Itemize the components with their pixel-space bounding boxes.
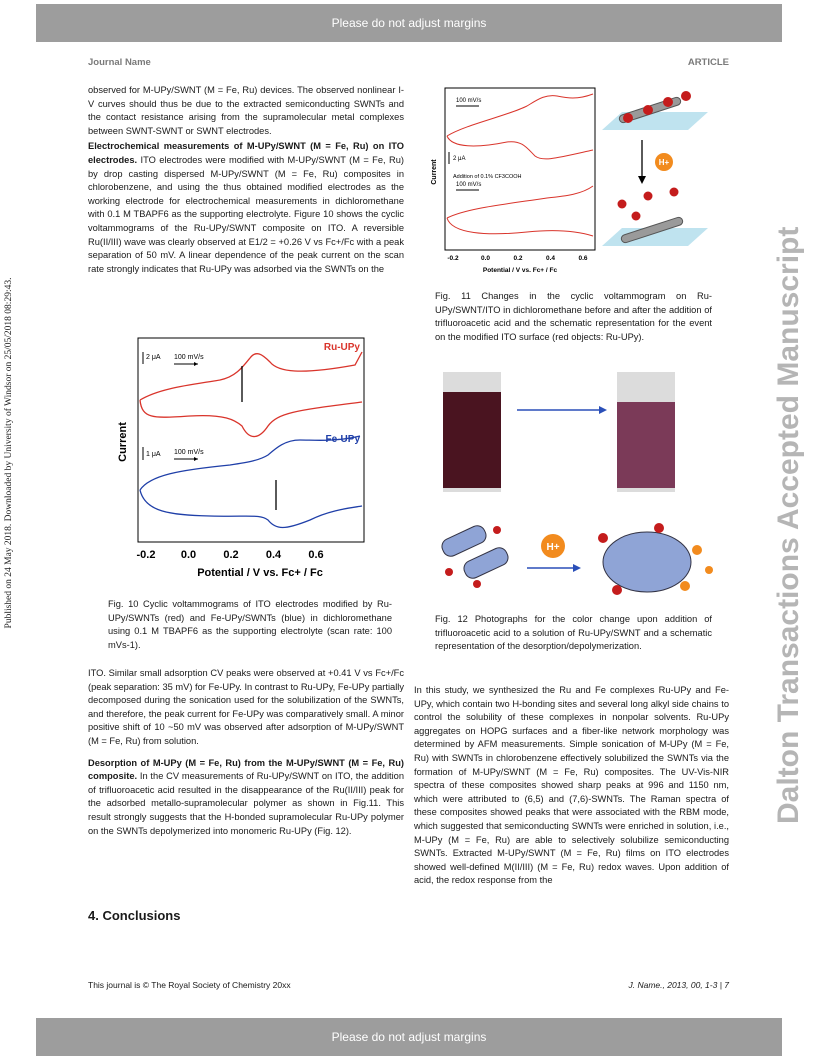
x-tick-label: 0.0	[480, 255, 491, 262]
x-tick-label: 0.4	[265, 549, 282, 561]
x-tick-label: -0.2	[447, 255, 459, 262]
publication-note	[4, 268, 14, 638]
figure-11-plot	[427, 86, 597, 276]
bottom-banner-text: Please do not adjust margins	[331, 1030, 487, 1044]
fe-rate-label: 100 mV/s	[174, 449, 204, 456]
ru-ball	[598, 533, 608, 543]
fig11-after-curve	[447, 186, 593, 236]
fig11-rate-top: 100 mV/s	[456, 98, 482, 104]
ru-ball	[644, 192, 653, 201]
paragraph-4-body: In the CV measurements of Ru-UPy/SWNT on ITO, the addition of trifluoroacetic acid resulted in the disappearance of the Ru(II/III) peak for the adsorbed metallo-supramolecular polymer as shown in Fig.11. This result strongly suggests that the H-bonded supramolecular Ru-UPy polymer on the SWNTs depolymerized into monomeric Ru-UPy (Fig. 12).	[88, 771, 404, 836]
ru-ball	[493, 526, 501, 534]
ru-rate-label: 100 mV/s	[174, 354, 204, 361]
paragraph-2-body: ITO electrodes were modified with M-UPy/SWNT (M = Fe, Ru) by drop casting dispersed M-UPy/SWNT (M = Fe, Ru) composites in chlorobenzene, and using the thus obtained modified electrodes as the working electrode for electrochemical measurements in dichloromethane with 0.1 M TBAPF6 as the supporting electrolyte. Figure 10 shows the cyclic voltammograms of the Ru-UPy/SWNT composite on ITO. A reversible Ru(II/III) wave was clearly observed at E1/2 = +0.26 V vs Fc+/Fc with a peak separation of 50 mV. A linear dependence of the peak current on the scan rate strongly indicates that Ru-UPy was adsorbed via the SWNTs on the	[88, 154, 404, 274]
fig12-h-plus-label: H+	[546, 542, 560, 553]
citation-footer: J. Name., 2013, 00, 1-3 | 7	[628, 980, 729, 990]
paragraph-2	[88, 140, 404, 276]
h-plus-ball	[680, 581, 690, 591]
ru-ball	[623, 113, 633, 123]
fig11-x-ticks	[447, 255, 587, 262]
paragraph-1: observed for M-UPy/SWNT (M = Fe, Ru) devices. The observed nonlinear I-V curves should thus be due to the extracted semiconducting SWNTs and the contact resistance arising from the supramolecular metal complexes between SWNT-SWNT or SWNT electrodes.	[88, 85, 404, 136]
fe-scale-label: 1 μA	[146, 451, 161, 458]
ru-ball	[473, 580, 481, 588]
process-arrow-head	[638, 176, 646, 184]
watermark-text: Dalton Transactions Accepted Manuscript	[772, 226, 805, 824]
fig11-scale-label: 2 μA	[453, 156, 466, 162]
fig11-y-label: Current	[431, 159, 438, 185]
conclusions-paragraph: In this study, we synthesized the Ru and Fe complexes Ru-UPy and Fe-UPy, which contain two H-bonding sites and several long alkyl side chains to control the solubility of these complexes in nonpolar solvents. Ru-UPy aggregates on HOPG surfaces and a fiber-like network morphology was determined by AFM measurements. Simple sonication of M-UPy (M = Fe, Ru) with SWNTs in chlorobenzene effectively solubilized the SWNTs via the formation of M-UPy/SWNT (M = Fe, Ru) composites. The UV-Vis-NIR spectra of these composites showed sharp peaks at 996 and 1150 nm, which were attributed to (6,5) and (7,6)-SWNTs. The Raman spectra of these composites showed peaks that were associated with the RBM mode, which suggested that semiconducting SWNTs were enriched in solution, i.e., M-UPy (M = Fe, Ru) are able to selectively solubilize semiconducting SWNTs. Extracted M-UPy/SWNT (M = Fe, Ru) films on ITO electrodes showed well-defined M(II/III) (M = Fe, Ru) redox waves. Upon addition of acid, the redox response from the	[414, 685, 729, 886]
ru-ball	[612, 585, 622, 595]
ru-ball	[654, 523, 664, 533]
h-plus-ball	[705, 566, 713, 574]
ru-scale-label: 2 μA	[146, 354, 161, 361]
paragraph-3: ITO. Similar small adsorption CV peaks were observed at +0.41 V vs Fc+/Fc (peak separation: 35 mV) for Fe-UPy. In contrast to Ru-UPy, Fe-UPy partially decomposed during the sonication used for the solubilization of the SWNTs, and therefore, the peak current for Fe-UPy was comparatively small. A minor positive shift of 10 ~50 mV was observed after adsorption of M-UPy/SWNT (M = Fe, Ru) from solution.	[88, 668, 404, 746]
paragraph-4-heading: Desorption of M-UPy (M = Fe, Ru) from the M-UPy/SWNT (M = Fe, Ru) composite.	[88, 757, 404, 782]
top-margin-banner	[36, 4, 782, 42]
ru-arrow-head	[194, 362, 198, 366]
vial-1-solution	[443, 392, 501, 488]
journal-name: Journal Name	[88, 57, 151, 68]
publication-note-text: Published on 24 May 2018. Downloaded by University of Windsor on 25/05/2018 08:29:43.	[4, 277, 14, 629]
fig10-y-label: Current	[117, 422, 129, 462]
figure-12-graphic	[427, 372, 719, 604]
ru-ball	[632, 212, 641, 221]
ru-ball	[643, 105, 653, 115]
x-tick-label: 0.2	[513, 255, 523, 262]
fig11-frame	[445, 88, 595, 250]
conclusions-heading: 4. Conclusions	[88, 908, 181, 923]
ru-upy-curve	[140, 352, 362, 437]
accepted-watermark	[764, 226, 814, 832]
x-tick-label: 0.4	[545, 255, 556, 262]
ru-ball	[670, 188, 679, 197]
x-tick-label: 0.6	[308, 549, 324, 561]
right-column-text	[414, 684, 729, 888]
fe-upy-legend: Fe-UPy	[325, 434, 360, 445]
swnt-aggregate	[603, 532, 691, 592]
ru-ball	[445, 568, 453, 576]
fig11-acid-label: Addition of 0.1% CF3COOH	[453, 174, 522, 180]
article-type: ARTICLE	[687, 57, 729, 68]
fig11-caption: Fig. 11 Changes in the cyclic voltammogram on Ru-UPy/SWNT/ITO in dichloromethane before and after the addition of trifluoroacetic acid and the schematic representation for the event on the modified ITO surface (red objects: Ru-UPy).	[435, 291, 712, 342]
paragraph-4	[88, 757, 404, 839]
fig12-caption: Fig. 12 Photographs for the color change upon addition of trifluoroacetic acid to a solution of Ru-UPy/SWNT and a schematic representation of the desorption/depolymerization.	[435, 614, 712, 652]
fe-arrow-head	[194, 457, 198, 461]
fig10-x-ticks	[137, 549, 324, 561]
x-tick-label: 0.2	[223, 549, 239, 561]
bottom-margin-banner	[36, 1018, 782, 1056]
vial-2-solution	[617, 402, 675, 488]
ru-ball	[663, 97, 673, 107]
ru-upy-legend: Ru-UPy	[323, 342, 360, 353]
ru-ball	[618, 200, 627, 209]
copyright-footer: This journal is © The Royal Society of Chemistry 20xx	[88, 980, 291, 990]
fig11-schematic	[600, 86, 710, 266]
paragraph-2-heading: Electrochemical measurements of M-UPy/SWNT (M = Fe, Ru) on ITO electrodes.	[88, 141, 404, 165]
fig10-x-label: Potential / V vs. Fc+ / Fc	[197, 567, 323, 579]
x-tick-label: -0.2	[136, 549, 156, 561]
ru-ball	[681, 91, 691, 101]
fig10-caption: Fig. 10 Cyclic voltammograms of ITO electrodes modified by Ru-UPy/SWNTs (red) and Fe-UPy/SWNTs (blue) in dichloromethane using 0.1 M TBAPF6 as the supporting electrolyte (scan rate: 100 mVs-1).	[108, 599, 392, 650]
left-column-bottom	[88, 667, 404, 838]
x-tick-label: 0.0	[180, 549, 197, 561]
top-banner-text: Please do not adjust margins	[331, 16, 487, 30]
h-plus-ball	[692, 545, 702, 555]
x-tick-label: 0.6	[578, 255, 588, 262]
fig11-rate-bottom: 100 mV/s	[456, 182, 482, 188]
figure-10-plot	[110, 330, 370, 582]
h-plus-label: H+	[658, 158, 670, 167]
ito-surface-top	[602, 112, 708, 130]
fig11-x-label: Potential / V vs. Fc+ / Fc	[482, 267, 558, 274]
left-column-top	[88, 84, 404, 276]
